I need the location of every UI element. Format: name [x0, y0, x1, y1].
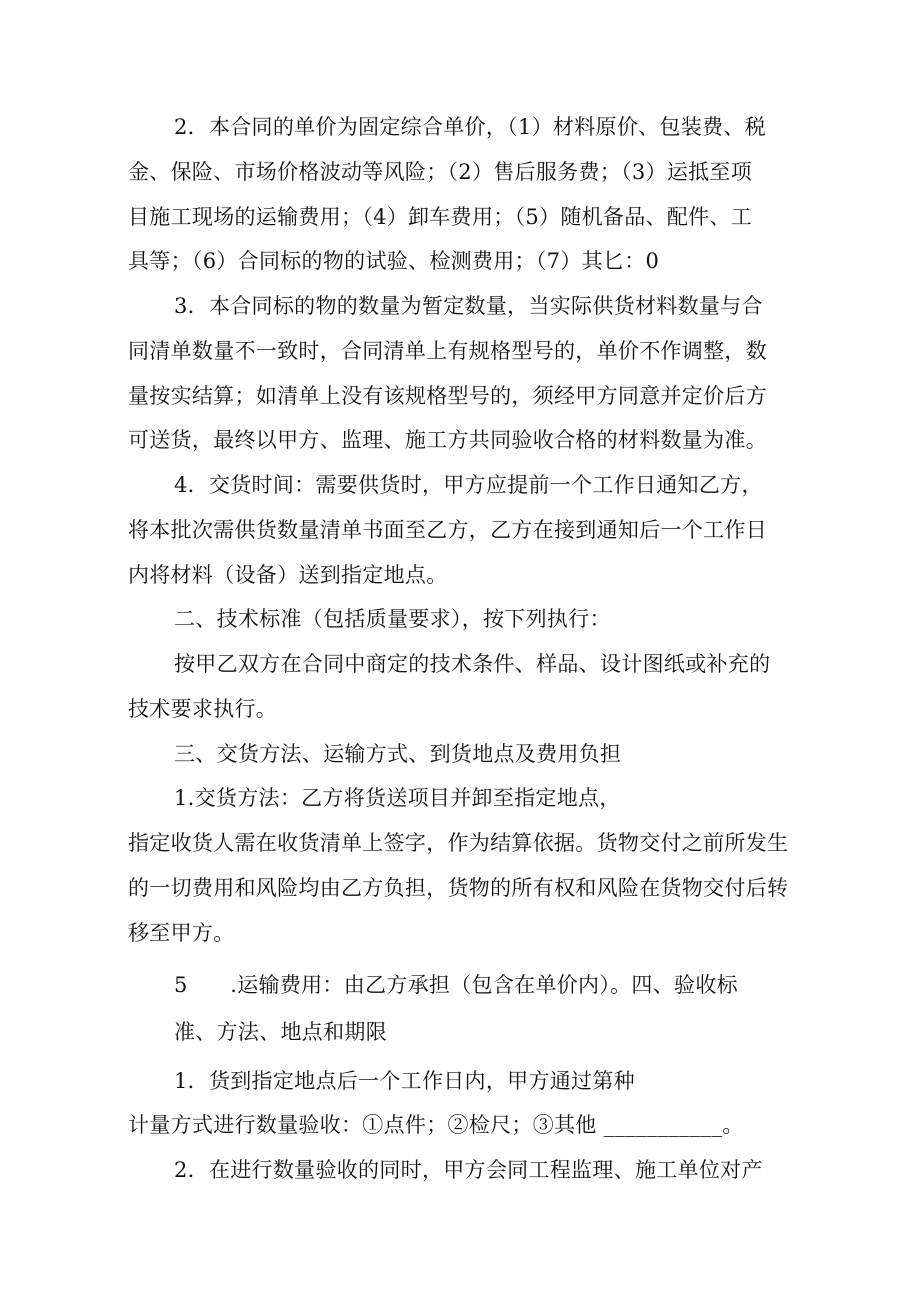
section-4-clause-1-line-1: 1．货到指定地点后一个工作日内，甲方通过第种 — [174, 1069, 635, 1093]
clause-3-quantity-line-2: 同清单数量不一致时，合同清单上有规格型号的，单价不作调整，数 — [128, 339, 767, 363]
section-2-heading: 二、技术标准（包括质量要求），按下列执行： — [174, 607, 611, 631]
clause-3-quantity-line-4: 可送货，最终以甲方、监理、施工方共同验收合格的材料数量为准。 — [128, 428, 767, 452]
clause-2-unit-price-line-4: 具等；（6）合同标的物的试验、检测费用；（7）其匕：0 — [128, 249, 660, 273]
section-4-clause-1-line-2: 计量方式进行数量验收：①点件；②检尺；③其他 ___________。 — [128, 1113, 744, 1137]
clause-4-delivery-time-line-2: 将本批次需供货数量清单书面至乙方，乙方在接到通知后一个工作日 — [128, 518, 767, 542]
section-4-clause-2-line-1: 2．在进行数量验收的同时，甲方会同工程监理、施工单位对产 — [174, 1158, 763, 1182]
section-3-clause-1-line-3: 的一切费用和风险均由乙方负担，货物的所有权和风险在货物交付后转 — [128, 876, 789, 900]
section-2-body-line-2: 技术要求执行。 — [128, 697, 278, 721]
clause-3-quantity-line-1: 3．本合同标的物的数量为暂定数量，当实际供货材料数量与合 — [174, 294, 763, 318]
section-3-heading: 三、交货方法、运输方式、到货地点及费用负担 — [174, 742, 622, 766]
clause-2-unit-price-line-3: 目施工现场的运输费用；（4）卸车费用；（5）随机备品、配件、工 — [128, 205, 753, 229]
clause-5-transport-cost-line-1: 5 .运输费用：由乙方承担（包含在单价内）。四、验收标 — [174, 973, 738, 997]
clause-3-quantity-line-3: 量按实结算；如清单上没有该规格型号的，须经甲方同意并定价后方 — [128, 384, 767, 408]
clause-2-unit-price-line-2: 金、保险、市场价格波动等风险；（2）售后服务费；（3）运抵至项 — [128, 160, 753, 184]
clause-4-delivery-time-line-3: 内将材料（设备）送到指定地点。 — [128, 563, 448, 587]
section-3-clause-1-line-2: 指定收货人需在收货清单上签字，作为结算依据。货物交付之前所发生 — [128, 831, 789, 855]
section-2-body-line-1: 按甲乙双方在合同中商定的技术条件、样品、设计图纸或补充的 — [174, 652, 771, 676]
section-3-clause-1-line-1: 1.交货方法：乙方将货送项目并卸至指定地点， — [174, 786, 621, 810]
clause-4-delivery-time-line-1: 4．交货时间：需要供货时，甲方应提前一个工作日通知乙方， — [174, 473, 763, 497]
clause-5-transport-cost-line-2: 准、方法、地点和期限 — [174, 1020, 387, 1044]
clause-2-unit-price-line-1: 2．本合同的单价为固定综合单价，（1）材料原价、包装费、税 — [174, 115, 766, 139]
section-3-clause-1-line-4: 移至甲方。 — [128, 921, 235, 945]
